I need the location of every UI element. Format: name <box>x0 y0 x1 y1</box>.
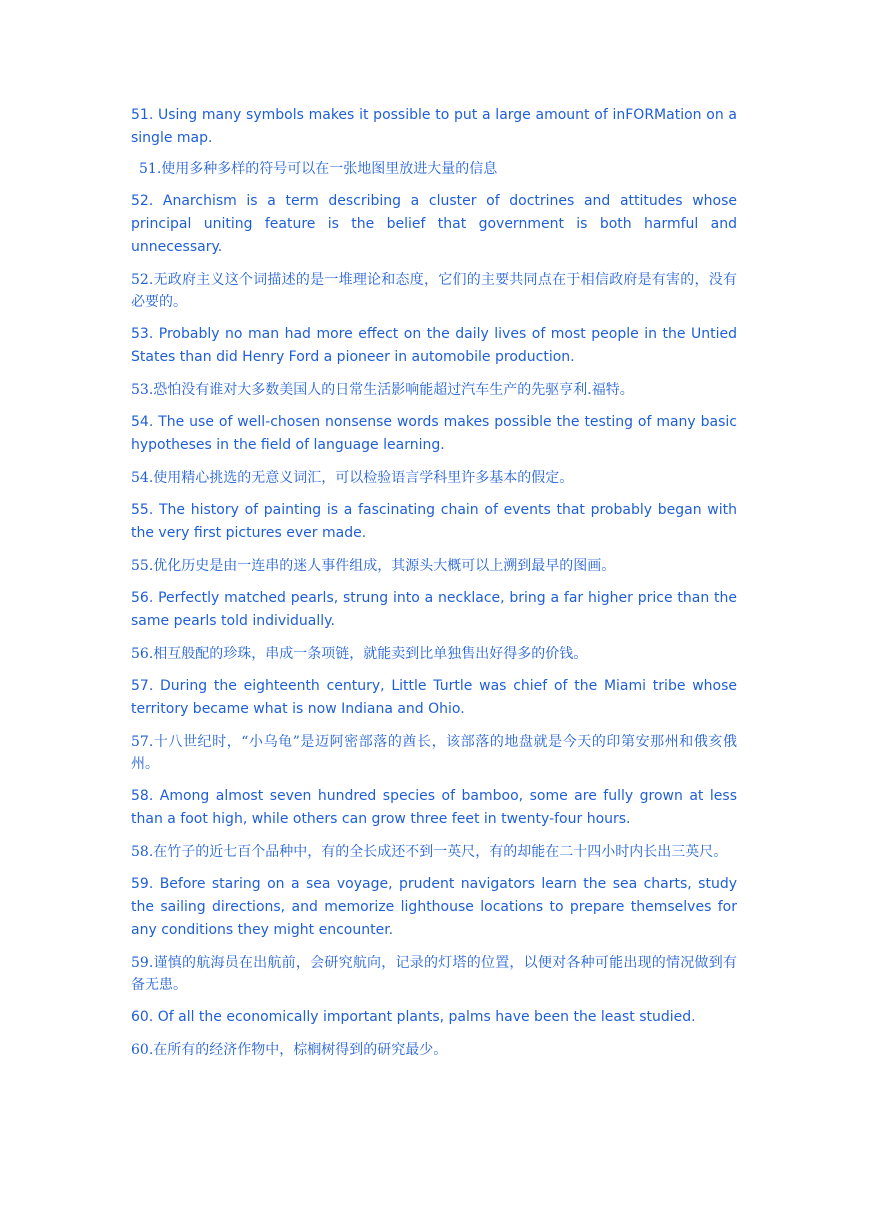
sentence-56-chinese: 56.相互般配的珍珠，串成一条项链，就能卖到比单独售出好得多的价钱。 <box>131 646 588 662</box>
sentence-56-english: 56. Perfectly matched pearls, strung into a necklace, bring a far higher price than the same pearls told individually. <box>131 590 737 629</box>
sentence-57-chinese: 57.十八世纪时，“小乌龟”是迈阿密部落的酋长，该部落的地盘就是今天的印第安那州和俄亥俄州。 <box>131 734 737 772</box>
sentence-54-english: 54. The use of well-chosen nonsense words makes possible the testing of many basic hypotheses in the field of language learning. <box>131 414 737 453</box>
sentence-51-chinese: 51.使用多种多样的符号可以在一张地图里放进大量的信息 <box>139 161 498 177</box>
sentence-53-chinese: 53.恐怕没有谁对大多数美国人的日常生活影响能超过汽车生产的先驱亨利.福特。 <box>131 382 634 398</box>
sentence-58-chinese: 58.在竹子的近七百个品种中，有的全长成还不到一英尺，有的却能在二十四小时内长出三英尺。 <box>131 844 728 860</box>
sentence-60-chinese: 60.在所有的经济作物中，棕榈树得到的研究最少。 <box>131 1042 448 1058</box>
document-page <box>131 104 737 1071</box>
sentence-51-english: 51. Using many symbols makes it possible to put a large amount of inFORMation on a single map. <box>131 107 737 146</box>
sentence-57-english: 57. During the eighteenth century, Little Turtle was chief of the Miami tribe whose territory became what is now Indiana and Ohio. <box>131 678 737 717</box>
sentence-59-english: 59. Before staring on a sea voyage, prudent navigators learn the sea charts, study the sailing directions, and memorize lighthouse locations to prepare themselves for any conditions they might encounter. <box>131 876 737 938</box>
sentence-58-english: 58. Among almost seven hundred species of bamboo, some are fully grown at less than a foot high, while others can grow three feet in twenty-four hours. <box>131 788 737 827</box>
sentence-55-chinese: 55.优化历史是由一连串的迷人事件组成，其源头大概可以上溯到最早的图画。 <box>131 558 616 574</box>
sentence-60-english: 60. Of all the economically important plants, palms have been the least studied. <box>131 1009 696 1025</box>
sentence-55-english: 55. The history of painting is a fascinating chain of events that probably began with the very first pictures ever made. <box>131 502 737 541</box>
sentence-59-chinese: 59.谨慎的航海员在出航前，会研究航向，记录的灯塔的位置，以便对各种可能出现的情况做到有备无患。 <box>131 955 737 993</box>
sentence-53-english: 53. Probably no man had more effect on the daily lives of most people in the Untied States than did Henry Ford a pioneer in automobile production. <box>131 326 737 365</box>
sentence-52-chinese: 52.无政府主义这个词描述的是一堆理论和态度，它们的主要共同点在于相信政府是有害的，没有必要的。 <box>131 272 737 310</box>
sentence-52-english: 52. Anarchism is a term describing a cluster of doctrines and attitudes whose principal uniting feature is the belief that government is both harmful and unnecessary. <box>131 193 737 255</box>
sentence-54-chinese: 54.使用精心挑选的无意义词汇，可以检验语言学科里许多基本的假定。 <box>131 470 574 486</box>
